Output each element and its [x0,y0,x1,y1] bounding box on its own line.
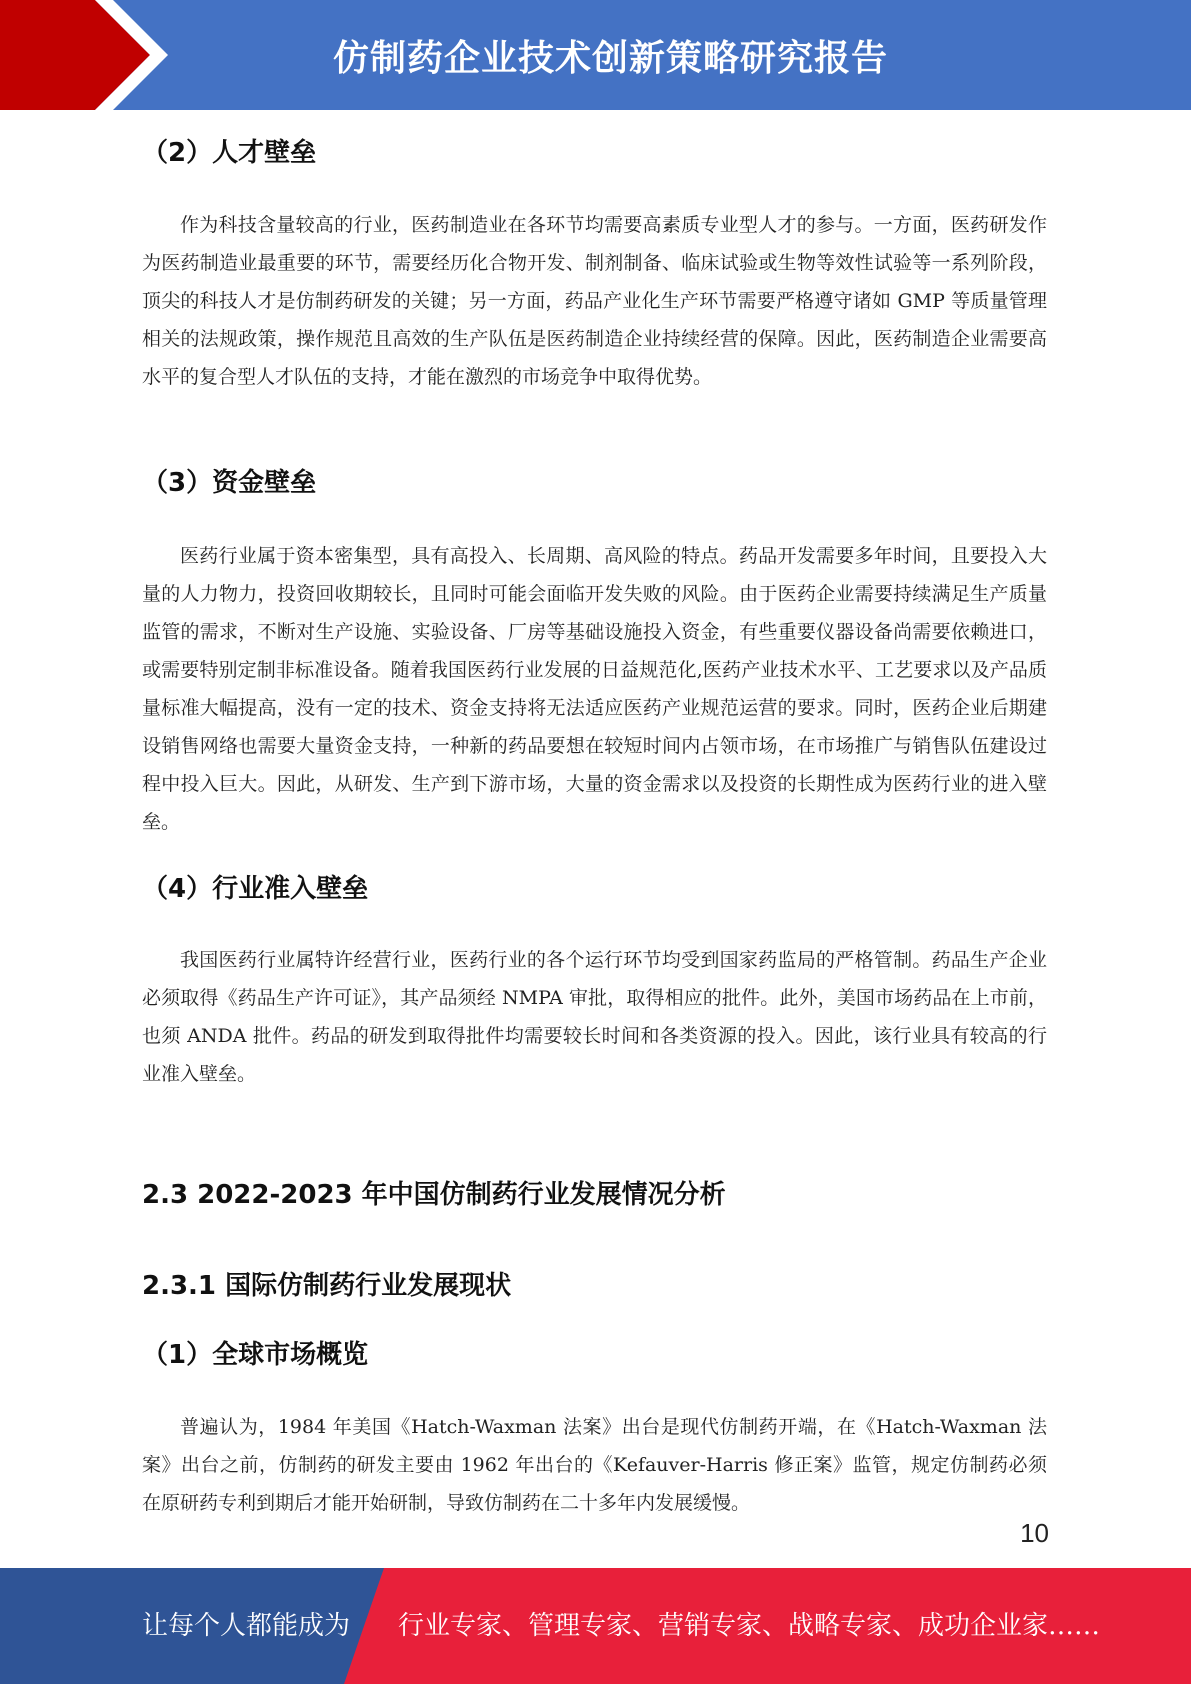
paragraph-global-market: 普遍认为，1984 年美国《Hatch-Waxman 法案》出台是现代仿制药开端，在《Hatch-Waxman 法案》出台之前，仿制药的研发主要由 1962 年出台的《Kefauver-Harris 修正案》监管，规定仿制药必须在原研药专利到期后才能开始研制，导致仿制药在二十多年内发展缓慢。 [142,1416,1047,1514]
footer-slogan-right: 行业专家、管理专家、营销专家、战略专家、成功企业家…… [398,1611,1101,1641]
footer-banner [0,1568,1191,1684]
paragraph-talent-barrier: 作为科技含量较高的行业，医药制造业在各环节均需要高素质专业型人才的参与。一方面，医药研发作为医药制造业最重要的环节，需要经历化合物开发、制剂制备、临床试验或生物等效性试验等一系列阶段，顶尖的科技人才是仿制药研发的关键；另一方面，药品产业化生产环节需要严格遵守诸如 GMP 等质量管理相关的法规政策，操作规范且高效的生产队伍是医药制造企业持续经营的保障。因此，医药制造企业需要高水平的复合型人才队伍的支持，才能在激烈的市场竞争中取得优势。 [142,214,1047,388]
heading-global-market: （1）全球市场概览 [142,1340,369,1370]
paragraph-entry-barrier: 我国医药行业属特许经营行业，医药行业的各个运行环节均受到国家药监局的严格管制。药品生产企业必须取得《药品生产许可证》，其产品须经 NMPA 审批，取得相应的批件。此外，美国市场药品在上市前，也须 ANDA 批件。药品的研发到取得批件均需要较长时间和各类资源的投入。因此，该行业具有较高的行业准入壁垒。 [142,949,1047,1085]
section-heading-2-3-1: 2.3.1 国际仿制药行业发展现状 [142,1271,512,1301]
paragraph-capital-barrier: 医药行业属于资本密集型，具有高投入、长周期、高风险的特点。药品开发需要多年时间，且要投入大量的人力物力，投资回收期较长，且同时可能会面临开发失败的风险。由于医药企业需要持续满足生产质量监管的需求，不断对生产设施、实验设备、厂房等基础设施投入资金，有些重要仪器设备尚需要依赖进口，或需要特别定制非标准设备。随着我国医药行业发展的日益规范化,医药产业技术水平、工艺要求以及产品质量标准大幅提高，没有一定的技术、资金支持将无法适应医药产业规范运营的要求。同时，医药企业后期建设销售网络也需要大量资金支持，一种新的药品要想在较短时间内占领市场，在市场推广与销售队伍建设过程中投入巨大。因此，从研发、生产到下游市场，大量的资金需求以及投资的长期性成为医药行业的进入壁垒。 [142,545,1047,833]
footer-slogan-left: 让每个人都能成为 [142,1611,351,1641]
heading-talent-barrier: （2）人才壁垒 [142,138,317,168]
section-heading-2-3: 2.3 2022-2023 年中国仿制药行业发展情况分析 [142,1180,726,1210]
header-banner [0,0,1191,110]
report-title: 仿制药企业技术创新策略研究报告 [332,37,888,79]
page-number: 10 [1020,1518,1049,1548]
heading-entry-barrier: （4）行业准入壁垒 [142,874,369,904]
heading-capital-barrier: （3）资金壁垒 [142,468,317,498]
